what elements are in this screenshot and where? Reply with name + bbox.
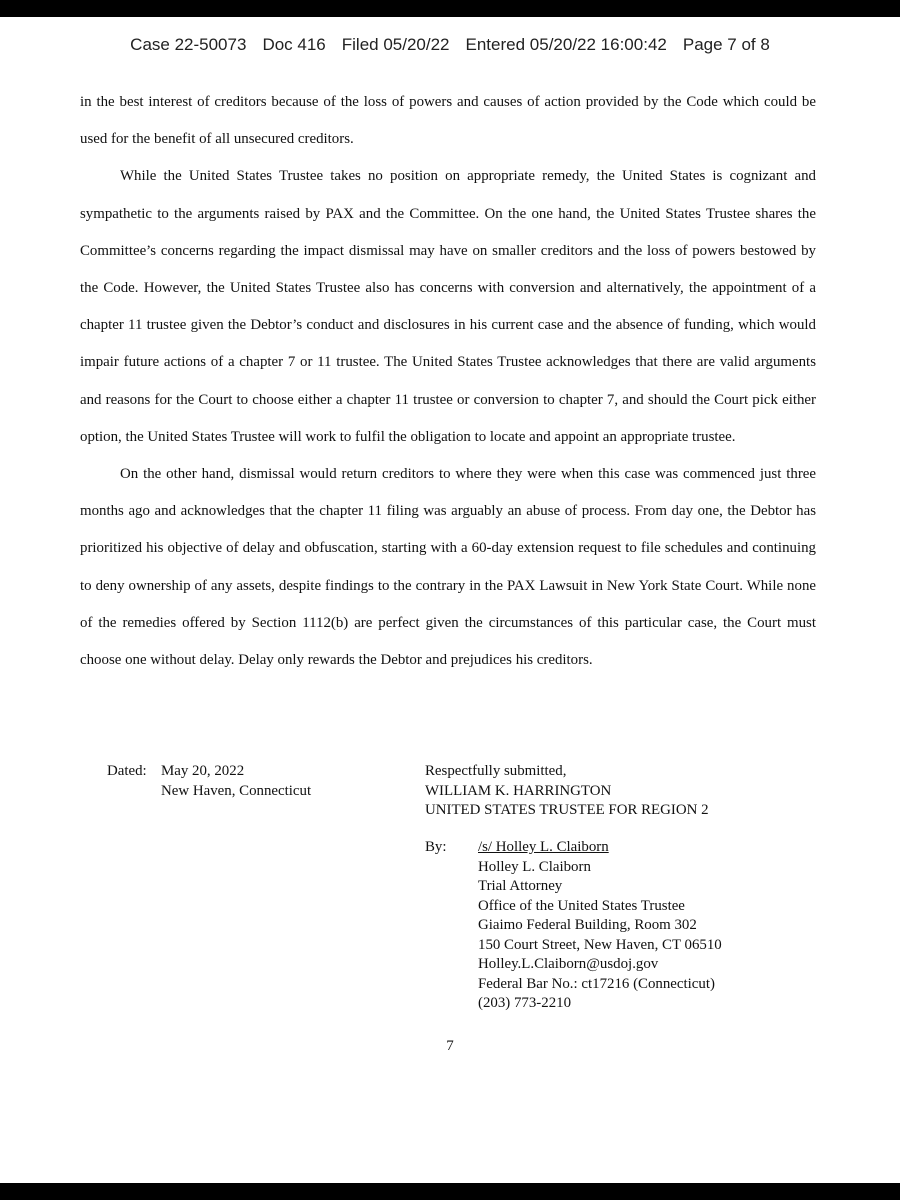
trustee-title: UNITED STATES TRUSTEE FOR REGION 2 <box>425 802 709 818</box>
page-indicator: Page 7 of 8 <box>682 35 770 54</box>
top-black-bar <box>0 0 900 17</box>
dated-place: New Haven, Connecticut <box>161 782 312 799</box>
signature-block <box>425 838 722 1014</box>
submission-block <box>425 762 709 821</box>
office-name: Office of the United States Trustee <box>478 897 685 914</box>
dated-date: May 20, 2022 <box>161 763 245 779</box>
paragraph-continuation: in the best interest of creditors because of the loss of powers and causes of action provided by the Code which could be used for the benefit of all unsecured creditors. <box>80 94 816 148</box>
trustee-name: WILLIAM K. HARRINGTON <box>425 782 612 799</box>
email-address: Holley.L.Claiborn@usdoj.gov <box>478 956 659 972</box>
doc-number: Doc 416 <box>262 35 326 54</box>
respectfully-submitted: Respectfully submitted, <box>425 763 567 779</box>
filing-header <box>0 35 900 55</box>
building-address: Giaimo Federal Building, Room 302 <box>478 917 697 933</box>
filed-date: Filed 05/20/22 <box>341 35 450 54</box>
document-body <box>80 84 816 679</box>
case-number: Case 22-50073 <box>130 35 247 54</box>
attorney-title: Trial Attorney <box>478 878 563 894</box>
dated-block <box>107 762 311 801</box>
electronic-signature: /s/ Holley L. Claiborn <box>478 839 609 855</box>
phone-number: (203) 773-2210 <box>478 995 572 1011</box>
entered-date: Entered 05/20/22 16:00:42 <box>465 35 667 54</box>
bottom-black-bar <box>0 1183 900 1200</box>
by-label: By: <box>425 839 447 855</box>
paragraph-dismissal: On the other hand, dismissal would return creditors to where they were when this case was commenced just three months ago and acknowledges that the chapter 11 filing was arguably an abuse of process. From day one, the Debtor has prioritized his objective of delay and obfuscation, starting with a 60-day extension request to file schedules and continuing to deny ownership of any assets, despite findings to the contrary in the PAX Lawsuit in New York State Court. While none of the remedies offered by Section 1112(b) are perfect given the circumstances of this particular case, the Court must choose one without delay. Delay only rewards the Debtor and prejudices his creditors. <box>80 466 816 669</box>
page-number: 7 <box>446 1038 454 1054</box>
street-address: 150 Court Street, New Haven, CT 06510 <box>478 936 722 953</box>
attorney-name: Holley L. Claiborn <box>478 858 591 875</box>
paragraph-trustee-position: While the United States Trustee takes no position on appropriate remedy, the United States is cognizant and sympathetic to the arguments raised by PAX and the Committee. On the one hand, the United States Trustee shares the Committee’s concerns regarding the impact dismissal may have on smaller creditors and the loss of powers bestowed by the Code. However, the United States Trustee also has concerns with conversion and alternatively, the appointment of a chapter 11 trustee given the Debtor’s conduct and disclosures in his current case and the absence of funding, which would impair future actions of a chapter 7 or 11 trustee. The United States Trustee acknowledges that there are valid arguments and reasons for the Court to choose either a chapter 11 trustee or conversion to chapter 7, and should the Court pick either option, the United States Trustee will work to fulfil the obligation to locate and appoint an appropriate trustee. <box>80 168 816 445</box>
bar-number: Federal Bar No.: ct17216 (Connecticut) <box>478 975 715 992</box>
dated-label: Dated: <box>107 763 147 779</box>
